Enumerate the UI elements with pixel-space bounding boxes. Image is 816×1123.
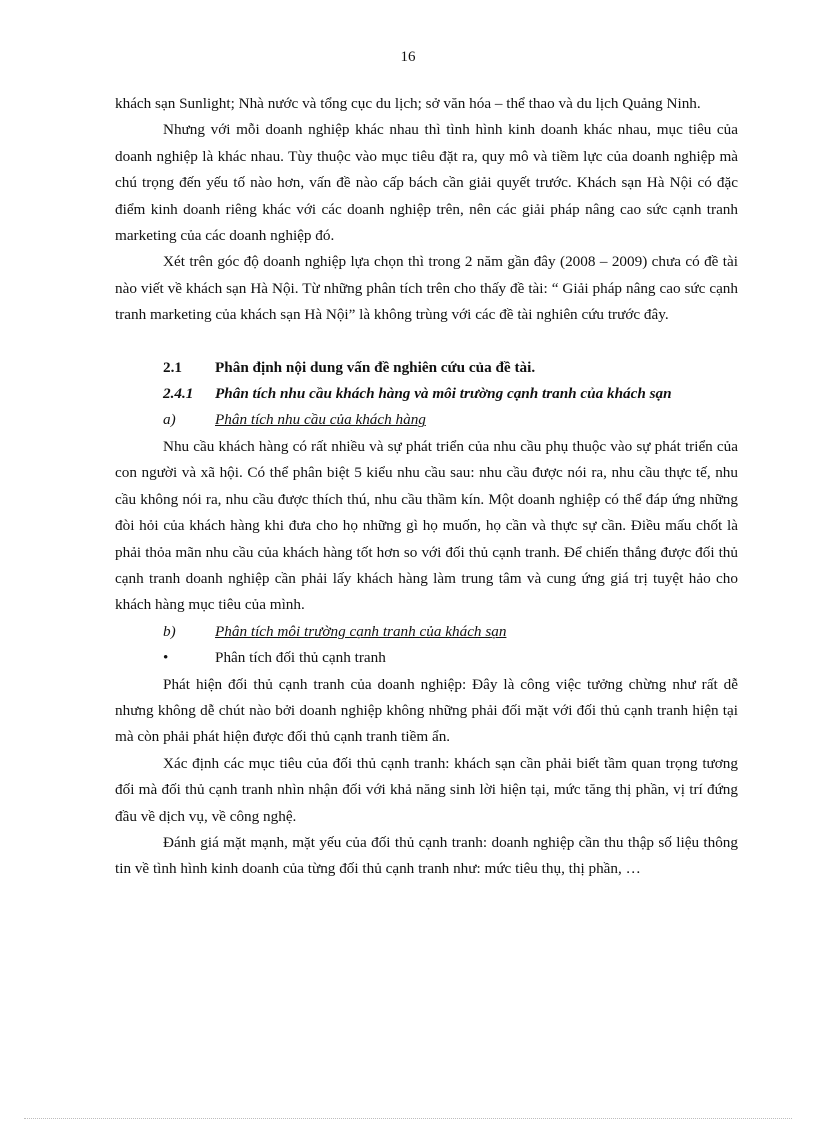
bullet-text: Phân tích đối thủ cạnh tranh xyxy=(215,649,386,667)
paragraph: Xét trên góc độ doanh nghiệp lựa chọn thì trong 2 năm gần đây (2008 – 2009) chưa có đề tài nào viết về khách sạn Hà Nội. Từ những phân tích trên cho thấy đề tài: “ Giải pháp nâng cao sức cạnh tranh marketing của khách sạn Hà Nội” là không trùng với các đề tài nghiên cứu trước đây. xyxy=(115,253,738,324)
paragraph: Phát hiện đối thủ cạnh tranh của doanh nghiệp: Đây là công việc tưởng chừng như rất dễ nhưng không dễ chút nào bởi doanh nghiệp không những phải đối mặt với đối thủ cạnh tranh hiện tại mà còn phải phát hiện được đối thủ cạnh tranh tiềm ẩn. xyxy=(115,675,738,746)
subsection-heading xyxy=(115,381,738,407)
paragraph: Đánh giá mặt mạnh, mặt yếu của đối thủ cạnh tranh: doanh nghiệp cần thu thập số liệu thông tin về tình hình kinh doanh của từng đối thủ cạnh tranh như: mức tiêu thụ, thị phần, … xyxy=(115,833,738,878)
list-item-a xyxy=(115,407,738,433)
list-marker: a) xyxy=(163,411,176,429)
paragraph: Xác định các mục tiêu của đối thủ cạnh tranh: khách sạn cần phải biết tầm quan trọng tương đối mà đối thủ cạnh tranh nhìn nhận đối với khả năng sinh lời hiện tại, mức tăng thị phần, vị trí đứng đầu về dịch vụ, về công nghệ. xyxy=(115,754,738,825)
page-number: 16 xyxy=(400,49,416,65)
bullet-item xyxy=(115,645,738,671)
subsection-title: Phân tích nhu cầu khách hàng và môi trường cạnh tranh của khách sạn xyxy=(215,385,672,403)
list-item-title: Phân tích môi trường cạnh tranh của khách sạn xyxy=(215,622,507,640)
page-bottom-divider xyxy=(24,1118,792,1119)
subsection-number: 2.4.1 xyxy=(163,385,194,403)
list-item-b xyxy=(115,619,738,645)
section-title: Phân định nội dung vấn đề nghiên cứu của đề tài. xyxy=(215,358,536,376)
list-item-title: Phân tích nhu cầu của khách hàng xyxy=(215,411,426,429)
document-body xyxy=(115,91,738,883)
bullet-icon: • xyxy=(163,649,169,667)
paragraph: Nhưng với mỗi doanh nghiệp khác nhau thì tình hình kinh doanh khác nhau, mục tiêu của doanh nghiệp là khác nhau. Tùy thuộc vào mục tiêu đặt ra, quy mô và tiềm lực của doanh nghiệp mà chú trọng đến yếu tố nào hơn, vấn đề nào cấp bách cần giải quyết trước. Khách sạn Hà Nội có đặc điểm kinh doanh riêng khác với các doanh nghiệp trên, nên các giải pháp nâng cao sức cạnh tranh marketing của các doanh nghiệp đó. xyxy=(115,121,738,245)
section-number: 2.1 xyxy=(163,358,182,376)
list-marker: b) xyxy=(163,622,176,640)
section-heading xyxy=(115,355,738,381)
paragraph-continuation: khách sạn Sunlight; Nhà nước và tổng cục du lịch; sở văn hóa – thể thao và du lịch Quảng Ninh. xyxy=(115,95,701,112)
paragraph: Nhu cầu khách hàng có rất nhiều và sự phát triển của nhu cầu phụ thuộc vào sự phát triển của con người và xã hội. Có thể phân biệt 5 kiểu nhu cầu sau: nhu cầu được nói ra, nhu cầu thực tế, nhu cầu không nói ra, nhu cầu được thích thú, nhu cầu thầm kín. Một doanh nghiệp có thể đáp ứng những đòi hỏi của khách hàng khi đưa cho họ những gì họ muốn, họ cần và thực sự cần. Điều mấu chốt là phải thỏa mãn nhu cầu của khách hàng tốt hơn so với đối thủ cạnh tranh. Để chiến thắng được đối thủ cạnh tranh doanh nghiệp cần phải lấy khách hàng làm trung tâm và cung ứng giá trị tuyệt hảo cho khách hàng mục tiêu của mình. xyxy=(115,437,738,614)
